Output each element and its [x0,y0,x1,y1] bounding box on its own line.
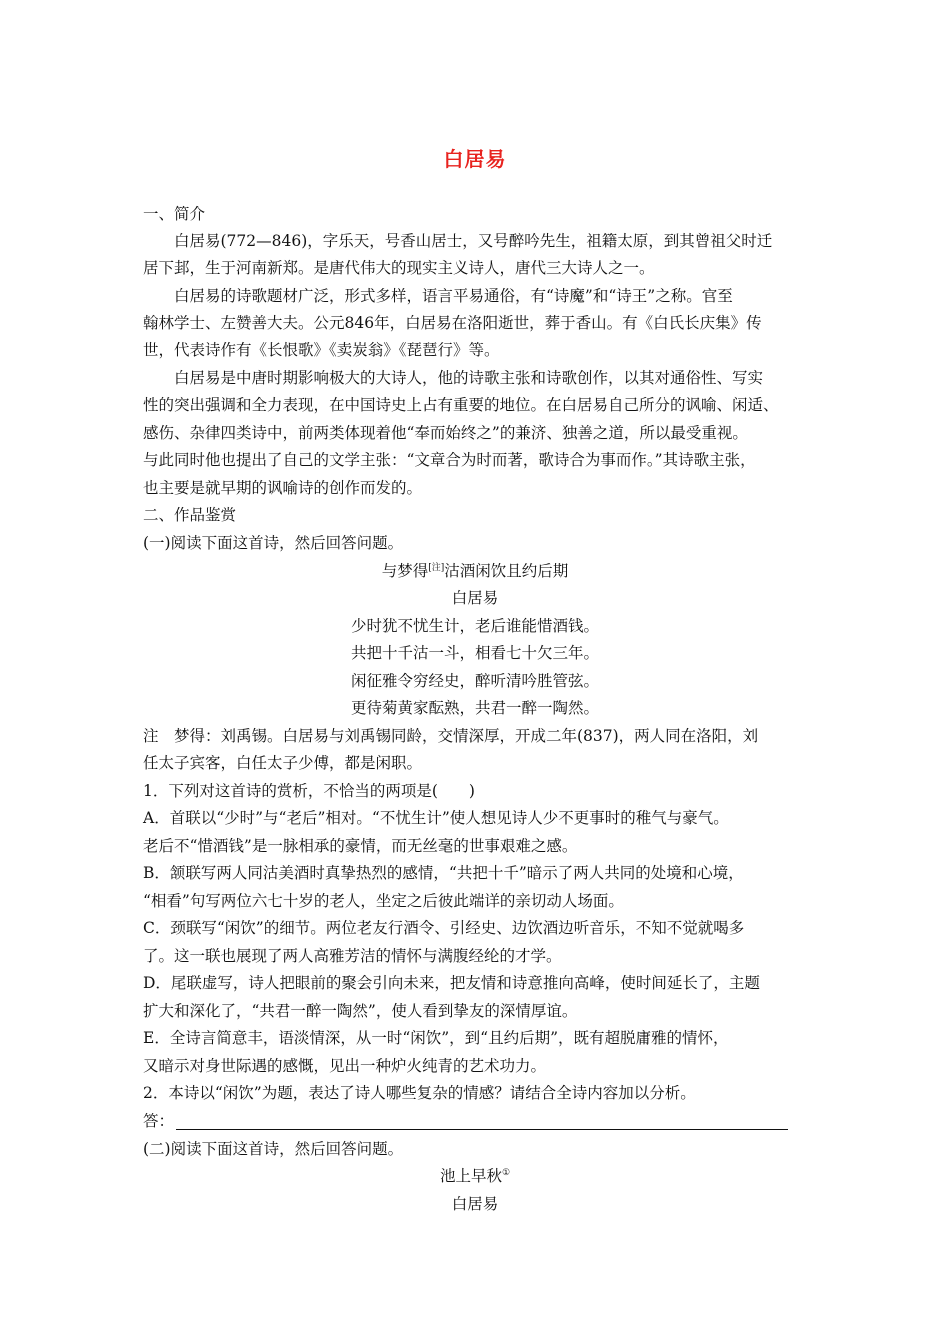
answer-label: 答： [143,1112,175,1130]
part2-instruction: (二)阅读下面这首诗，然后回答问题。 [143,1140,404,1158]
question1-stem: 1．下列对这首诗的赏析，不恰当的两项是( ) [143,782,475,800]
question2-stem: 2．本诗以“闲饮”为题，表达了诗人哪些复杂的情感？请结合全诗内容加以分析。 [143,1084,696,1102]
poem1-verse: 共把十千沽一斗，相看七十欠三年。 [350,644,599,662]
intro-paragraph-line: 性的突出强调和全力表现，在中国诗史上占有重要的地位。在白居易自己所分的讽喻、闲适、 [143,396,779,414]
intro-paragraph-line: 感伤、杂律四类诗中，前两类体现着他“奉而始终之”的兼济、独善之道，所以最受重视。 [143,424,748,442]
section-heading-appreciation: 二、作品鉴赏 [143,506,237,524]
intro-paragraph-line: 与此同时他也提出了自己的文学主张：“文章合为时而著，歌诗合为事而作。”其诗歌主张， [143,451,756,469]
poem1-verse: 少时犹不忧生计，老后谁能惜酒钱。 [350,617,599,635]
answer-blank[interactable] [176,1115,788,1130]
poem1-title-b: 沽酒闲饮且约后期 [444,562,569,580]
intro-paragraph-line: 也主要是就早期的讽喻诗的创作而发的。 [143,479,423,497]
question1-option-line: A．首联以“少时”与“老后”相对。“不忧生计”使人想见诗人少不更事时的稚气与豪气。 [143,809,729,827]
poem2-note-marker: ① [501,1168,511,1178]
question1-option-line: 扩大和深化了，“共君一醉一陶然”，使人看到挚友的深情厚谊。 [143,1002,578,1020]
poem2-title-text: 池上早秋 [439,1167,502,1185]
intro-paragraph-line: 白居易的诗歌题材广泛，形式多样，语言平易通俗，有“诗魔”和“诗王”之称。官至 [174,287,733,305]
intro-paragraph-line: 居下邽，生于河南新郑。是唐代伟大的现实主义诗人，唐代三大诗人之一。 [143,259,655,277]
poem2-title [0,1166,950,1186]
intro-paragraph-line: 白居易(772—846)，字乐天，号香山居士，又号醉吟先生，祖籍太原，到其曾祖父时迁 [174,232,773,250]
intro-paragraph-line: 世，代表诗作有《长恨歌》《卖炭翁》《琵琶行》等。 [143,341,500,359]
poem2-author: 白居易 [451,1195,499,1213]
answer-row [143,1111,823,1131]
poem1-note-line: 任太子宾客，白任太子少傅，都是闲职。 [143,754,423,772]
question1-option-line: “相看”句写两位六七十岁的老人，坐定之后彼此端详的亲切动人场面。 [143,892,624,910]
question1-option-line: 老后不“惜酒钱”是一脉相承的豪情，而无丝毫的世事艰难之感。 [143,837,578,855]
question1-option-line: 了。这一联也展现了两人高雅芳洁的情怀与满腹经纶的才学。 [143,947,562,965]
poem1-author: 白居易 [451,589,499,607]
question1-option-line: C．颈联写“闲饮”的细节。两位老友行酒令、引经史、边饮酒边听音乐，不知不觉就喝多 [143,919,745,937]
part1-instruction: (一)阅读下面这首诗，然后回答问题。 [143,534,404,552]
poem1-verse: 闲征雅令穷经史，醉听清吟胜管弦。 [350,672,599,690]
poem1-title [0,561,950,581]
question1-option-line: E．全诗言简意丰，语淡情深，从一时“闲饮”，到“且约后期”，既有超脱庸雅的情怀， [143,1029,729,1047]
question1-option-line: D．尾联虚写，诗人把眼前的聚会引向未来，把友情和诗意推向高峰，使时间延长了，主题 [143,974,760,992]
section-heading-intro: 一、简介 [143,205,206,223]
question1-option-line: B．颔联写两人同沽美酒时真挚热烈的感情，“共把十千”暗示了两人共同的处境和心境， [143,864,744,882]
poem1-title-a: 与梦得 [381,562,429,580]
intro-paragraph-line: 白居易是中唐时期影响极大的大诗人，他的诗歌主张和诗歌创作，以其对通俗性、写实 [174,369,764,387]
question1-option-line: 又暗示对身世际遇的感慨，见出一种炉火纯青的艺术功力。 [143,1057,547,1075]
poem1-note-marker: [注] [428,563,445,573]
intro-paragraph-line: 翰林学士、左赞善大夫。公元846年，白居易在洛阳逝世，葬于香山。有《白氏长庆集》传 [143,314,762,332]
poem1-note-line: 注 梦得：刘禹锡。白居易与刘禹锡同龄，交情深厚，开成二年(837)，两人同在洛阳，刘 [143,727,759,745]
page-title: 白居易 [443,147,507,171]
poem1-verse: 更待菊黄家酝熟，共君一醉一陶然。 [350,699,599,717]
